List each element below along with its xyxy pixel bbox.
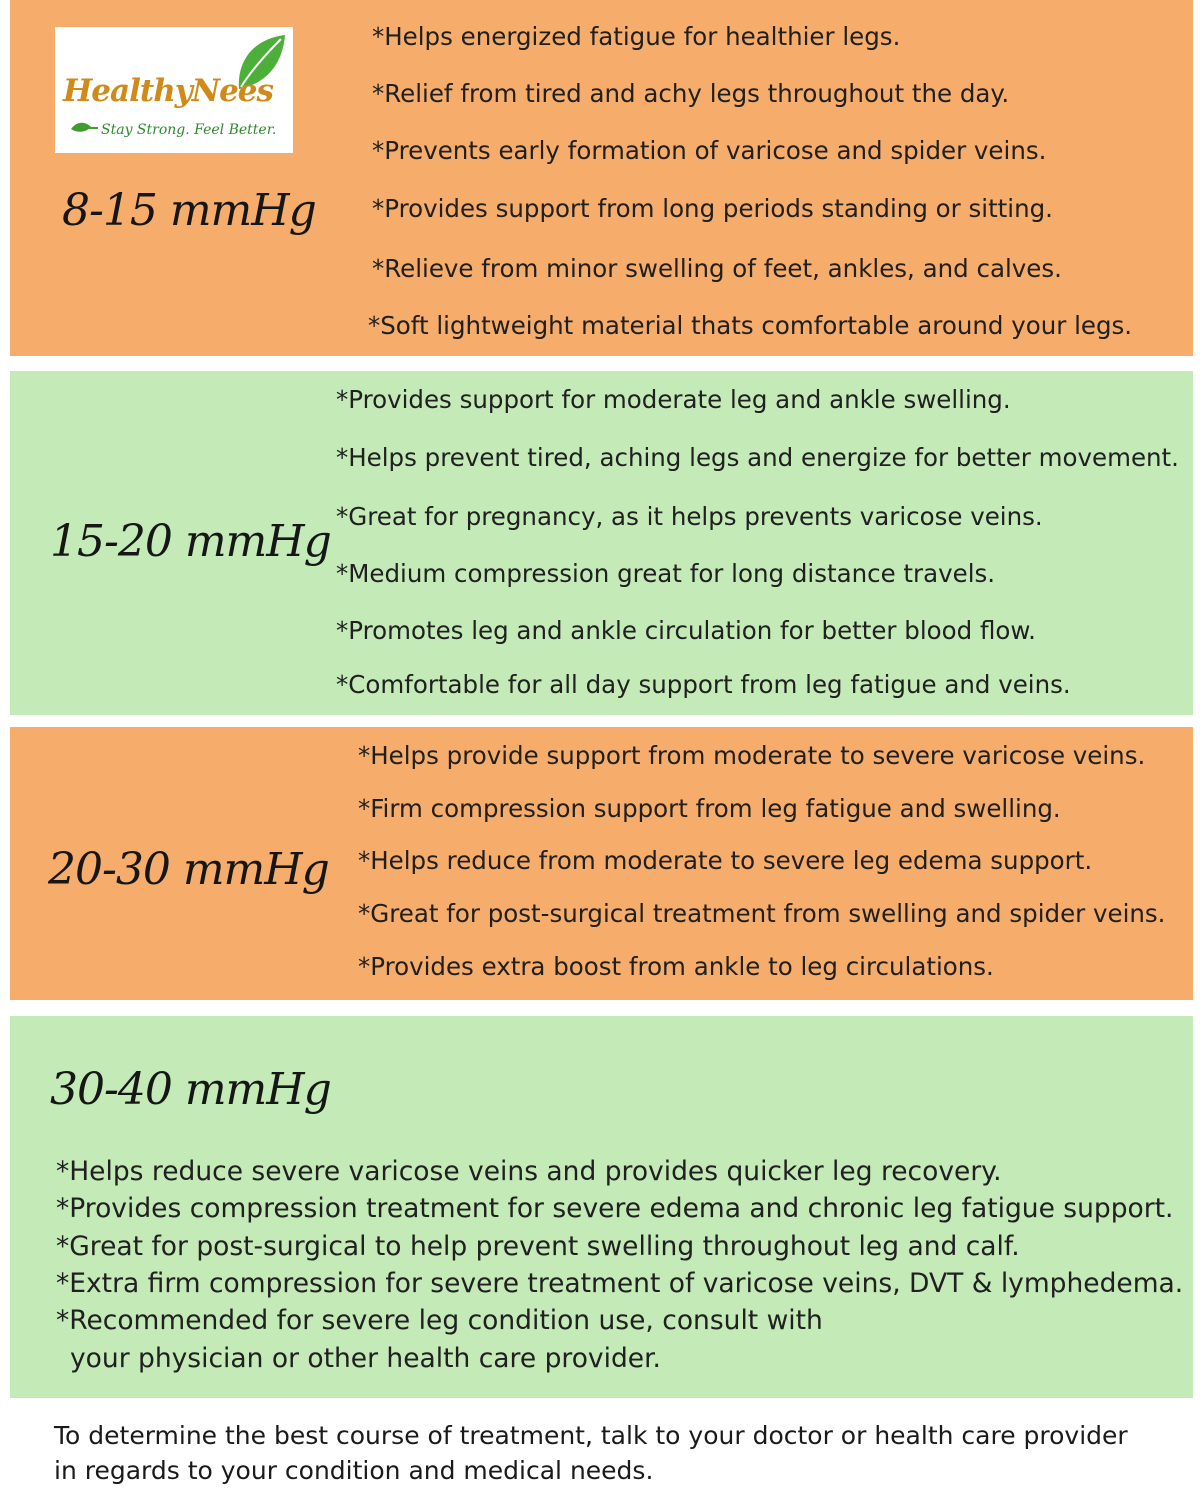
pressure-label: 20-30 mmHg bbox=[48, 844, 329, 895]
pressure-label: 8-15 mmHg bbox=[62, 185, 316, 236]
list-item: *Provides support from long periods standing or sitting. bbox=[372, 194, 1053, 223]
section-20-30 bbox=[10, 727, 1193, 1000]
list-item: your physician or other health care provider. bbox=[70, 1343, 661, 1374]
list-item: *Helps reduce severe varicose veins and provides quicker leg recovery. bbox=[56, 1156, 1002, 1187]
list-item: *Helps reduce from moderate to severe leg edema support. bbox=[358, 846, 1093, 875]
pressure-label: 30-40 mmHg bbox=[50, 1064, 331, 1115]
footer-disclaimer bbox=[54, 1418, 1174, 1488]
list-item: *Helps prevent tired, aching legs and energize for better movement. bbox=[336, 443, 1179, 472]
list-item: *Recommended for severe leg condition use, consult with bbox=[56, 1305, 823, 1336]
list-item: *Prevents early formation of varicose and spider veins. bbox=[372, 136, 1047, 165]
list-item: *Helps energized fatigue for healthier legs. bbox=[372, 22, 901, 51]
list-item: *Provides support for moderate leg and ankle swelling. bbox=[336, 385, 1011, 414]
list-item: *Extra firm compression for severe treatment of varicose veins, DVT & lymphedema. bbox=[56, 1268, 1184, 1299]
logo-brand: HealthyNees bbox=[63, 73, 273, 109]
list-item: *Soft lightweight material thats comfortable around your legs. bbox=[368, 311, 1133, 340]
list-item: *Great for post-surgical treatment from swelling and spider veins. bbox=[358, 899, 1166, 928]
list-item: *Medium compression great for long distance travels. bbox=[336, 559, 996, 588]
footer-line: in regards to your condition and medical needs. bbox=[54, 1456, 654, 1485]
list-item: *Relieve from minor swelling of feet, ankles, and calves. bbox=[372, 254, 1062, 283]
footer-line: To determine the best course of treatment, talk to your doctor or health care provider bbox=[54, 1421, 1128, 1450]
sprig-icon bbox=[69, 119, 99, 137]
section-30-40 bbox=[10, 1016, 1193, 1398]
list-item: *Firm compression support from leg fatigue and swelling. bbox=[358, 794, 1061, 823]
list-item: *Relief from tired and achy legs throughout the day. bbox=[372, 79, 1010, 108]
list-item: *Great for post-surgical to help prevent swelling throughout leg and calf. bbox=[56, 1231, 1020, 1262]
healthynees-logo bbox=[55, 27, 293, 153]
list-item: *Comfortable for all day support from leg fatigue and veins. bbox=[336, 670, 1071, 699]
section-8-15 bbox=[10, 0, 1193, 356]
list-item: *Great for pregnancy, as it helps prevents varicose veins. bbox=[336, 502, 1043, 531]
list-item: *Promotes leg and ankle circulation for better blood flow. bbox=[336, 616, 1036, 645]
logo-tagline: Stay Strong. Feel Better. bbox=[101, 122, 277, 138]
list-item: *Provides compression treatment for severe edema and chronic leg fatigue support. bbox=[56, 1193, 1174, 1224]
list-item: *Helps provide support from moderate to severe varicose veins. bbox=[358, 741, 1146, 770]
list-item: *Provides extra boost from ankle to leg circulations. bbox=[358, 952, 994, 981]
pressure-label: 15-20 mmHg bbox=[50, 516, 331, 567]
section-15-20 bbox=[10, 371, 1193, 715]
